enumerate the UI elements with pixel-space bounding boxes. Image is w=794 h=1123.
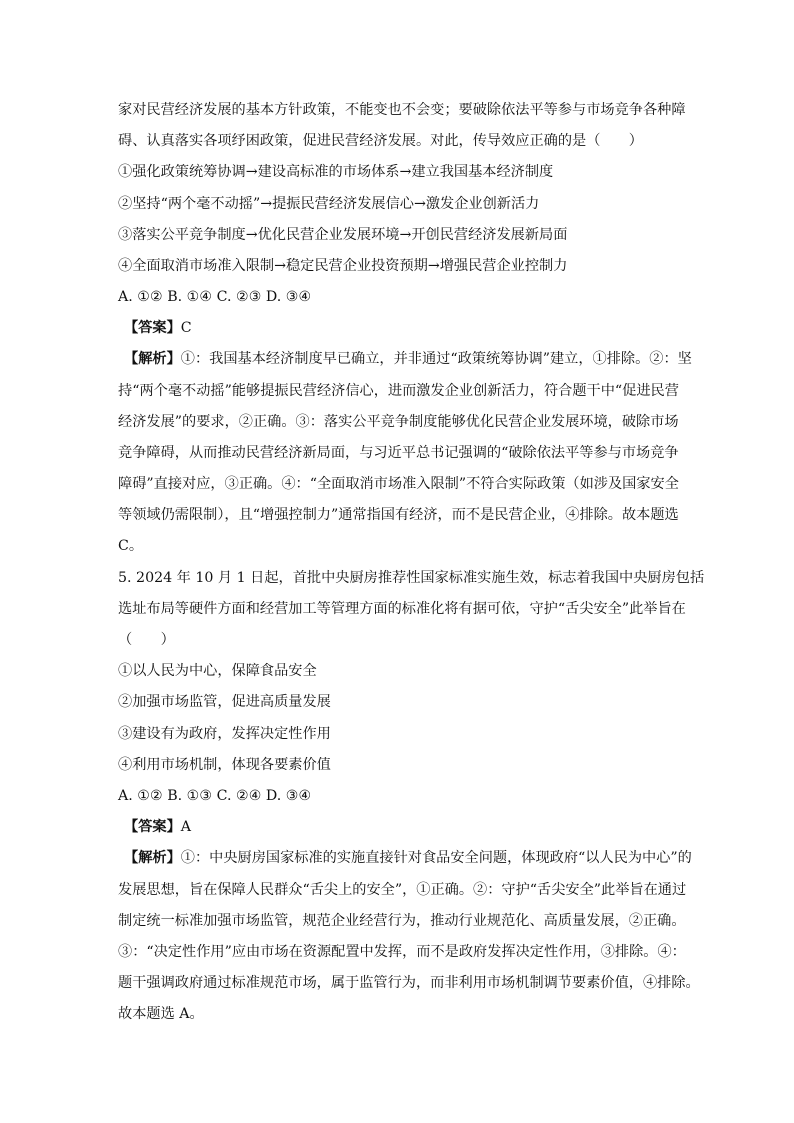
q4-option-4: ④全面取消市场准入限制→稳定民营企业投资预期→增强民营企业控制力 <box>118 258 568 274</box>
q5-analysis-line-6: 故本题选 A。 <box>118 1006 204 1022</box>
q4-analysis-line-4: 竞争障碍，从而推动民营经济新局面，与习近平总书记强调的“破除依法平等参与市场竞争 <box>118 445 679 461</box>
q4-analysis-line-5: 障碍”直接对应，③正确。④：“全面取消市场准入限制”不符合实际政策（如涉及国家安全 <box>118 476 679 492</box>
q4-analysis-text-1: ①：我国基本经济制度早已确立，并非通过“政策统筹协调”建立，①排除。②：坚 <box>180 351 692 367</box>
q5-option-2: ②加强市场监管，促进高质量发展 <box>118 694 331 710</box>
q4-answer <box>124 318 192 338</box>
q4-analysis-line-2: 持“两个毫不动摇”能够提振民营经济信心，进而激发企业创新活力，符合题干中“促进民营 <box>118 383 679 399</box>
q4-analysis-line-1 <box>124 349 692 369</box>
q5-answer-label: 【答案】 <box>124 819 181 835</box>
q5-analysis-line-2: 发展思想，旨在保障人民群众“舌尖上的安全”，①正确。②：守护“舌尖安全”此举旨在通过 <box>118 882 687 898</box>
q5-analysis-line-5: 题干强调政府通过标准规范市场，属于监管行为，而非利用市场机制调节要素价值，④排除。 <box>118 975 700 991</box>
q4-analysis-line-6: 等领域仍需限制），且“增强控制力”通常指国有经济，而不是民营企业，④排除。故本题选 <box>118 507 679 523</box>
q5-answer-value: A <box>180 819 192 835</box>
q5-analysis-text-1: ①：中央厨房国家标准的实施直接针对食品安全问题，体现政府“以人民为中心”的 <box>180 850 692 866</box>
q4-answer-value: C <box>180 320 192 336</box>
q4-answer-label: 【答案】 <box>124 320 181 336</box>
q5-analysis-label: 【解析】 <box>124 850 181 866</box>
q4-stem-line-2: 碍、认真落实各项纾困政策，促进民营经济发展。对此，传导效应正确的是（ ） <box>118 133 643 149</box>
q5-stem-line-1: 5. 2024 年 10 月 1 日起，首批中央厨房推荐性国家标准实施生效，标志着我国中央厨房包括 <box>118 570 705 586</box>
q5-option-4: ④利用市场机制，体现各要素价值 <box>118 757 331 773</box>
q4-analysis-line-3: 经济发展”的要求，②正确。③：落实公平竞争制度能够优化民营企业发展环境，破除市场 <box>118 414 679 430</box>
q4-analysis-line-7: C。 <box>118 538 144 554</box>
q4-option-3: ③落实公平竞争制度→优化民营企业发展环境→开创民营经济发展新局面 <box>118 227 568 243</box>
q4-stem-line-1: 家对民营经济发展的基本方针政策，不能变也不会变；要破除依法平等参与市场竞争各种障 <box>118 102 686 118</box>
q5-analysis-line-3: 制定统一标准加强市场监管，规范企业经营行为，推动行业规范化、高质量发展，②正确。 <box>118 913 686 929</box>
q4-choices: A. ①② B. ①④ C. ②③ D. ③④ <box>118 289 312 305</box>
q5-answer <box>124 817 191 837</box>
q5-stem-line-3: （ ） <box>118 632 175 648</box>
q4-option-2: ②坚持“两个毫不动摇”→提振民营经济发展信心→激发企业创新活力 <box>118 196 540 212</box>
q5-option-3: ③建设有为政府，发挥决定性作用 <box>118 726 331 742</box>
q5-analysis-line-1 <box>124 848 692 868</box>
q5-option-1: ①以人民为中心，保障食品安全 <box>118 663 317 679</box>
q4-analysis-label: 【解析】 <box>124 351 181 367</box>
q4-option-1: ①强化政策统筹协调→建设高标准的市场体系→建立我国基本经济制度 <box>118 164 554 180</box>
q5-choices: A. ①② B. ①③ C. ②④ D. ③④ <box>118 788 312 804</box>
q5-stem-line-2: 选址布局等硬件方面和经营加工等管理方面的标准化将有据可依，守护“舌尖安全”此举旨在 <box>118 601 686 617</box>
q5-analysis-line-4: ③：“决定性作用”应由市场在资源配置中发挥，而不是政府发挥决定性作用，③排除。④： <box>118 944 686 960</box>
